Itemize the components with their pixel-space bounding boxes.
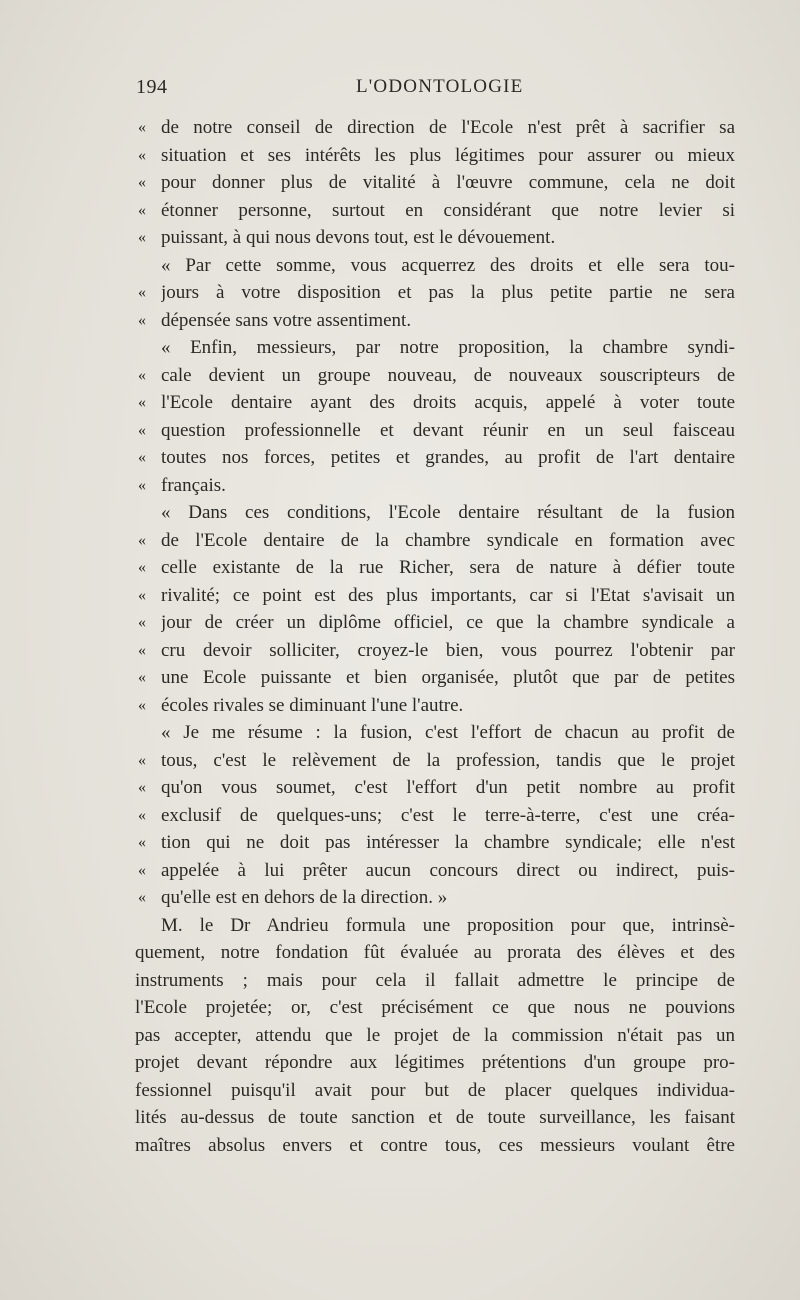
quotation-mark: « xyxy=(138,889,146,906)
text-line xyxy=(0,802,800,830)
text-line xyxy=(0,1049,800,1077)
page-header xyxy=(136,76,736,102)
text-line xyxy=(0,389,800,417)
quotation-mark: « xyxy=(138,449,146,466)
text-line xyxy=(0,114,800,142)
quotation-mark: « xyxy=(138,476,146,494)
page-number: 194 xyxy=(136,76,168,98)
quotation-mark: « xyxy=(138,751,146,769)
quotation-mark: « xyxy=(138,284,146,301)
text-line xyxy=(0,857,800,885)
text-line xyxy=(0,692,800,720)
text-line xyxy=(0,279,800,307)
text-line xyxy=(0,582,800,610)
line-text: pas accepter, attendu que le projet de la commission n'était pas un xyxy=(135,1024,735,1046)
quotation-mark: « xyxy=(138,394,146,411)
text-line xyxy=(0,664,800,692)
text-line xyxy=(0,252,800,280)
text-line xyxy=(0,142,800,170)
line-text: de l'Ecole dentaire de la chambre syndicale en formation avec xyxy=(161,529,735,551)
text-line xyxy=(0,967,800,995)
line-text: dépensée sans votre assentiment. xyxy=(161,309,412,331)
line-text: projet devant répondre aux légitimes prétentions d'un groupe pro- xyxy=(135,1052,735,1073)
text-line xyxy=(0,719,800,747)
line-text: « Je me résume : la fusion, c'est l'effort de chacun au profit de xyxy=(161,722,735,743)
text-line xyxy=(0,774,800,802)
quotation-mark: « xyxy=(138,146,146,164)
line-text: pour donner plus de vitalité à l'œuvre commune, cela ne doit xyxy=(161,172,735,193)
text-line xyxy=(0,1104,800,1132)
text-line xyxy=(0,499,800,527)
line-text: étonner personne, surtout en considérant que notre levier si xyxy=(161,199,735,221)
quotation-mark: « xyxy=(138,174,146,191)
line-text: « Dans ces conditions, l'Ecole dentaire résultant de la fusion xyxy=(161,502,735,523)
line-text: rivalité; ce point est des plus importants, car si l'Etat s'avisait un xyxy=(161,584,735,606)
quotation-mark: « xyxy=(138,421,146,439)
text-line xyxy=(0,1132,800,1160)
text-line xyxy=(0,417,800,445)
line-text: exclusif de quelques-uns; c'est le terre-à-terre, c'est une créa- xyxy=(161,804,735,826)
line-text: cale devient un groupe nouveau, de nouveaux souscripteurs de xyxy=(161,364,735,386)
line-text: jour de créer un diplôme officiel, ce que la chambre syndicale a xyxy=(161,612,735,633)
quotation-mark: « xyxy=(138,201,146,219)
text-line xyxy=(0,747,800,775)
running-title: L'ODONTOLOGIE xyxy=(356,76,524,97)
line-text: une Ecole puissante et bien organisée, plutôt que par de petites xyxy=(161,667,735,688)
text-line xyxy=(0,444,800,472)
quotation-mark: « xyxy=(138,531,146,549)
text-line xyxy=(0,1077,800,1105)
text-line xyxy=(0,939,800,967)
quotation-mark: « xyxy=(138,641,146,659)
text-line xyxy=(0,472,800,500)
line-text: « Enfin, messieurs, par notre proposition, la chambre syndi- xyxy=(161,337,735,358)
line-text: celle existante de la rue Richer, sera de nature à défier toute xyxy=(161,557,735,578)
line-text: M. le Dr Andrieu formula une proposition pour que, intrinsè- xyxy=(161,914,735,936)
quotation-mark: « xyxy=(138,614,146,631)
quotation-mark: « xyxy=(138,366,146,384)
line-text: tion qui ne doit pas intéresser la chambre syndicale; elle n'est xyxy=(161,832,735,853)
quotation-mark: « xyxy=(138,779,146,796)
text-line xyxy=(0,334,800,362)
text-line xyxy=(0,637,800,665)
line-text: maîtres absolus envers et contre tous, ces messieurs voulant être xyxy=(135,1134,735,1156)
quotation-mark: « xyxy=(138,696,146,714)
text-line xyxy=(0,362,800,390)
line-text: qu'elle est en dehors de la direction. » xyxy=(161,887,448,908)
text-line xyxy=(0,609,800,637)
text-line xyxy=(0,224,800,252)
text-line xyxy=(0,994,800,1022)
quotation-mark: « xyxy=(138,311,146,329)
quotation-mark: « xyxy=(138,119,146,136)
text-line xyxy=(0,884,800,912)
line-text: de notre conseil de direction de l'Ecole n'est prêt à sacrifier sa xyxy=(161,117,735,138)
text-line xyxy=(0,169,800,197)
line-text: qu'on vous soumet, c'est l'effort d'un petit nombre au profit xyxy=(161,777,735,798)
line-text: appelée à lui prêter aucun concours direct ou indirect, puis- xyxy=(161,859,735,881)
line-text: l'Ecole projetée; or, c'est précisément ce que nous ne pouvions xyxy=(135,997,735,1018)
quotation-mark: « xyxy=(138,229,146,246)
text-line xyxy=(0,554,800,582)
quotation-mark: « xyxy=(138,559,146,576)
line-text: quement, notre fondation fût évaluée au prorata des élèves et des xyxy=(135,942,735,963)
text-line xyxy=(0,1022,800,1050)
line-text: fessionnel puisqu'il avait pour but de placer quelques individua- xyxy=(135,1079,735,1101)
line-text: jours à votre disposition et pas la plus petite partie ne sera xyxy=(161,282,735,303)
line-text: puissant, à qui nous devons tout, est le dévouement. xyxy=(161,227,556,248)
text-line xyxy=(0,307,800,335)
text-line xyxy=(0,527,800,555)
text-line xyxy=(0,197,800,225)
line-text: l'Ecole dentaire ayant des droits acquis, appelé à voter toute xyxy=(161,392,735,413)
line-text: lités au-dessus de toute sanction et de toute surveillance, les faisant xyxy=(135,1107,735,1128)
line-text: français. xyxy=(161,474,226,496)
quotation-mark: « xyxy=(138,834,146,851)
quotation-mark: « xyxy=(138,586,146,604)
line-text: instruments ; mais pour cela il fallait admettre le principe de xyxy=(135,969,735,991)
line-text: tous, c'est le relèvement de la profession, tandis que le projet xyxy=(161,749,735,771)
line-text: écoles rivales se diminuant l'une l'autre. xyxy=(161,694,464,716)
quotation-mark: « xyxy=(138,861,146,879)
body-text xyxy=(0,114,800,1159)
text-line xyxy=(0,829,800,857)
line-text: situation et ses intérêts les plus légitimes pour assurer ou mieux xyxy=(161,144,735,166)
line-text: « Par cette somme, vous acquerrez des droits et elle sera tou- xyxy=(161,254,735,276)
quotation-mark: « xyxy=(138,669,146,686)
line-text: toutes nos forces, petites et grandes, au profit de l'art dentaire xyxy=(161,447,735,468)
text-line xyxy=(0,912,800,940)
line-text: question professionnelle et devant réunir en un seul faisceau xyxy=(161,419,735,441)
line-text: cru devoir solliciter, croyez-le bien, vous pourrez l'obtenir par xyxy=(161,639,735,661)
quotation-mark: « xyxy=(138,806,146,824)
